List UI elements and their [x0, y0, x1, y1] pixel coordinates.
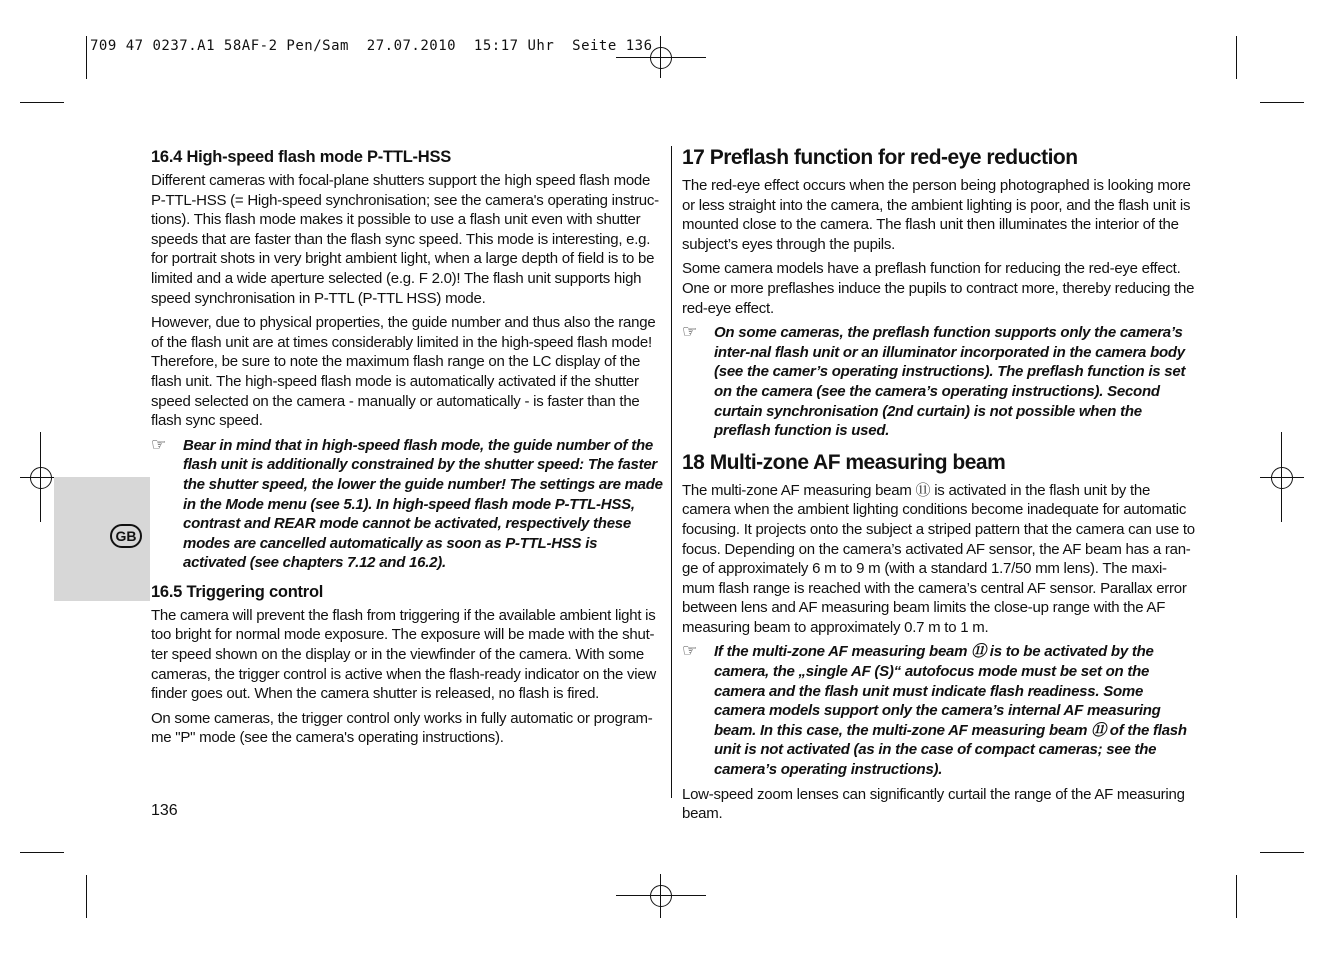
section-18-heading: 18 Multi-zone AF measuring beam [682, 450, 1006, 474]
right-column [682, 144, 1196, 829]
column-divider [671, 146, 672, 798]
section-18-note-text: If the multi-zone AF measuring beam ⑪ is to be activated by the camera, the „single AF (S)“ autofocus mode must be set on the camera and the flash unit must indicate flash readiness. Some camera models support only the camera’s internal AF measuring beam. In this case, the multi-zone AF measuring beam ⑪ of the flash unit is not activated (as in the case of compact cameras; see the camera’s operating instructions). [714, 643, 1187, 779]
section-16-5-paragraph-2: On some cameras, the trigger control only works in fully automatic or program-me "P" mode (see the camera's operating instructions). [151, 709, 653, 747]
section-16-4-heading: 16.4 High-speed flash mode P-TTL-HSS [151, 148, 451, 166]
pointing-hand-icon: ☞ [682, 641, 697, 661]
pointing-hand-icon: ☞ [151, 434, 166, 454]
section-17-paragraph-2: Some camera models have a preflash function for reducing the red-eye effect. One or more preflashes induce the pupils to contract more, thereby reducing the red-eye effect. [682, 260, 1195, 317]
section-17-paragraph-1: The red-eye effect occurs when the person being photographed is looking more or less straight into the camera, the ambient lighting is poor, and the flash unit is mounted close to the camera. The flash unit then illuminates the interior of the subject’s eyes through the pupils. [682, 177, 1191, 253]
section-18-paragraph-1: The multi-zone AF measuring beam ⑪ is activated in the flash unit by the camera when the ambient lighting conditions become inadequate for automatic focusing. It projects onto the subject a striped pattern that the camera can use to focus. Depending on the camera’s activated AF sensor, the AF beam has a ran-ge of approximately 6 m to 9 m (with a standard 1.7/50 mm lens). The maxi-mum flash range is reached with the camera’s central AF sensor. Parallax error between lens and AF measuring beam limits the close-up range with the AF measuring beam to approximately 0.7 m to 1 m. [682, 481, 1195, 636]
section-17-note [682, 323, 1196, 441]
section-16-4-paragraph-1: Different cameras with focal-plane shutters support the high speed flash mode P-TTL-HSS (= High-speed synchronisation; see the camera's operating instruc-tions). This flash mode makes it possible to use a flash unit even with shutter speeds that are faster than the flash sync speed. This mode is interesting, e.g. for portrait shots in very bright ambient light, when a large depth of field is to be limited and a wide aperture selected (e.g. F 2.0)! The flash unit supports high speed synchronisation in P-TTL (P-TTL HSS) mode. [151, 172, 659, 307]
section-17-note-text: On some cameras, the preflash function supports only the camera’s inter-nal flash unit or an illuminator incorporated in the camera body (see the camer’s operating instructions). The preflash function is set on the camera (see the camera’s operating instructions). Second curtain synchronisation (2nd curtain) is not possible when the preflash function is used. [714, 324, 1186, 440]
left-column [151, 146, 663, 753]
language-badge: GB [110, 524, 142, 548]
section-16-5-heading: 16.5 Triggering control [151, 582, 324, 601]
print-slug: 709 47 0237.A1 58AF-2 Pen/Sam 27.07.2010 15:17 Uhr Seite 136 [90, 38, 653, 54]
section-17-heading: 17 Preflash function for red-eye reduction [682, 146, 1078, 169]
section-16-5-paragraph-1: The camera will prevent the flash from triggering if the available ambient light is too bright for normal mode exposure. The exposure will be made with the shut-ter speed shown on the display or in the viewfinder of the camera. With some cameras, the trigger control is active when the flash-ready indicator on the view finder goes out. When the camera shutter is released, no flash is fired. [151, 606, 657, 703]
section-16-4-paragraph-2: However, due to physical properties, the guide number and thus also the range of the flash unit are at times considerably limited in the high-speed flash mode! Therefore, be sure to note the maximum flash range on the LC display of the flash unit. The high-speed flash mode is automatically activated if the shutter speed selected on the camera - manually or automatically - is faster than the flash sync speed. [151, 314, 656, 430]
section-18-paragraph-2: Low-speed zoom lenses can significantly curtail the range of the AF measuring beam. [682, 785, 1185, 823]
page-number: 136 [151, 802, 178, 819]
pointing-hand-icon: ☞ [682, 322, 697, 342]
section-16-4-note [151, 436, 663, 573]
section-16-4-note-text: Bear in mind that in high-speed flash mode, the guide number of the flash unit is additionally constrained by the shutter speed: The faster the shutter speed, the lower the guide number! The settings are made in the Mode menu (see 5.1). In high-speed flash mode P-TTL-HSS, contrast and REAR mode cannot be activated, respectively these modes are cancelled automatically as soon as P-TTL-HSS is activated (see chapters 7.12 and 16.2). [183, 436, 663, 572]
section-18-note [682, 642, 1196, 779]
